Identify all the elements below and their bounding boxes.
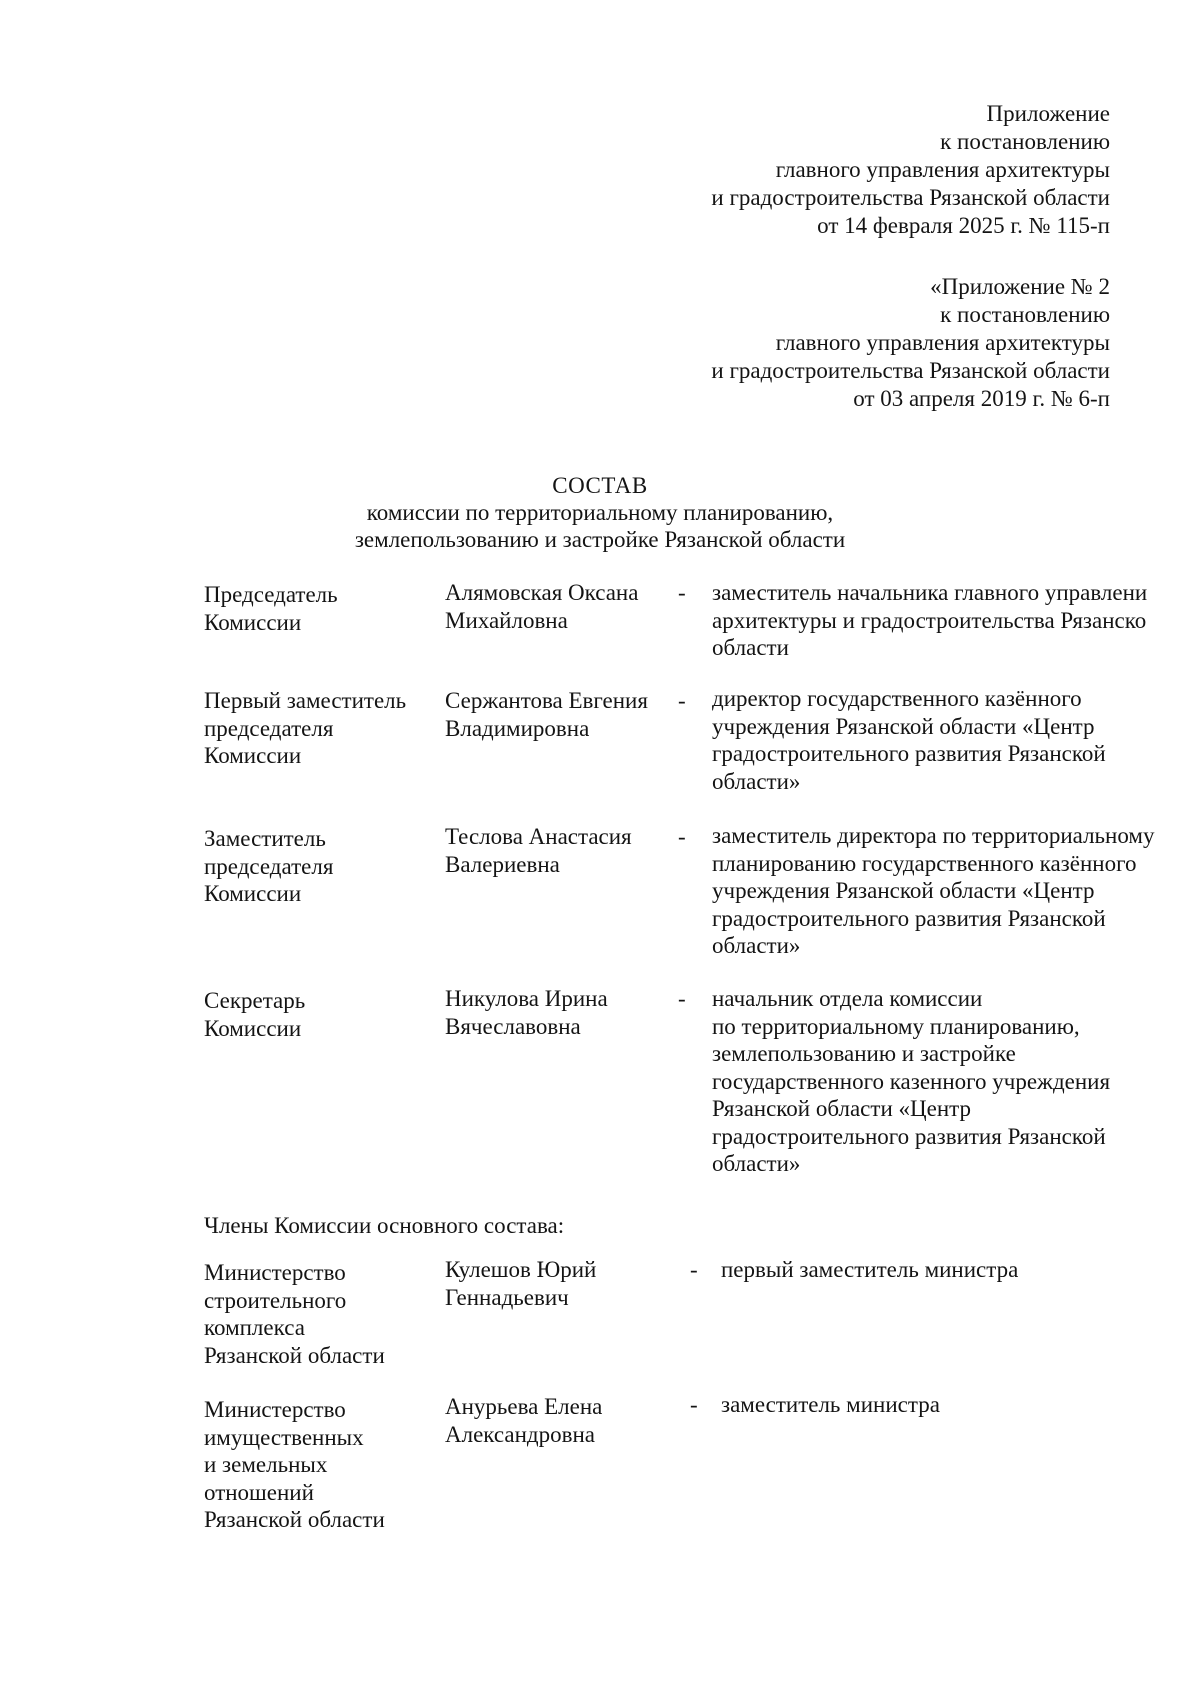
entry-dash: - [678,688,686,713]
entry-role: Председатель Комиссии [204,582,338,635]
entry-description: начальник отдела комиссии по территориальному планированию, землепользованию и застройке государственного казенного учреждения Рязанской области «Центр градостроительного развития Рязанской области» [712,986,1111,1176]
member-dash: - [690,1392,698,1417]
header-line: к постановлению [940,129,1110,154]
entry-dash: - [678,580,686,605]
title-main: СОСТАВ [552,473,648,498]
entry-name: Алямовская Оксана Михайловна [445,580,639,633]
entry-description: заместитель начальника главного управлени архитектуры и градостроительства Рязанско области [712,580,1148,660]
header-line: к постановлению [940,302,1110,327]
header-line: и градостроительства Рязанской области [711,185,1110,210]
header-line: от 14 февраля 2025 г. № 115-п [817,213,1110,238]
header-line: и градостроительства Рязанской области [711,358,1110,383]
title-sub-line: комиссии по территориальному планированию, [366,500,834,525]
header-line: от 03 апреля 2019 г. № 6-п [853,386,1110,411]
member-organization: Министерство имущественных и земельных отношений Рязанской области [204,1397,385,1532]
member-organization: Министерство строительного комплекса Рязанской области [204,1260,385,1368]
entry-role: Секретарь Комиссии [204,988,306,1041]
entry-description: заместитель директора по территориальному планированию государственного казённого учреждения Рязанской области «Центр градостроительного развития Рязанской области» [712,823,1155,958]
member-position: первый заместитель министра [721,1257,1019,1282]
entry-name: Никулова Ирина Вячеславовна [445,986,608,1039]
member-name: Анурьева Елена Александровна [445,1394,603,1447]
entry-description: директор государственного казённого учреждения Рязанской области «Центр градостроительного развития Рязанской области» [712,686,1106,794]
entry-dash: - [678,986,686,1011]
entry-name: Теслова Анастасия Валериевна [445,824,632,877]
header-line: главного управления архитектуры [775,330,1110,355]
member-position: заместитель министра [721,1392,940,1417]
entry-role: Первый заместитель председателя Комиссии [204,688,407,768]
header-line: «Приложение № 2 [930,274,1110,299]
title-sub-line: землепользованию и застройке Рязанской области [354,527,846,552]
entry-role: Заместитель председателя Комиссии [204,826,334,906]
member-name: Кулешов Юрий Геннадьевич [445,1257,597,1310]
members-heading: Члены Комиссии основного состава: [204,1213,565,1238]
header-line: Приложение [986,101,1110,126]
entry-dash: - [678,824,686,849]
entry-name: Сержантова Евгения Владимировна [445,688,648,741]
header-line: главного управления архитектуры [775,157,1110,182]
member-dash: - [690,1257,698,1282]
